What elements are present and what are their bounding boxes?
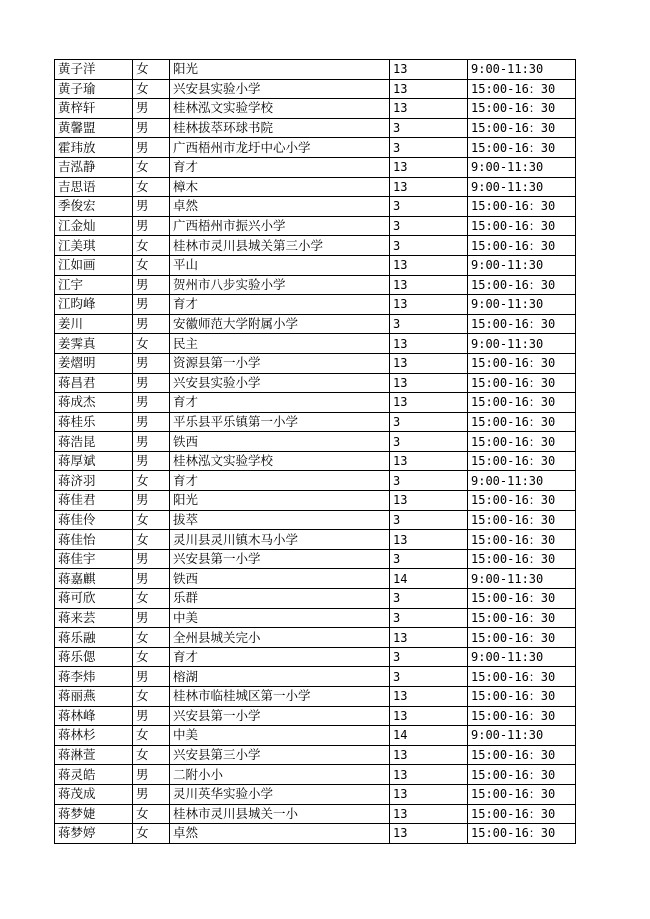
- school-cell: 卓然: [170, 197, 390, 217]
- group-number-cell: 3: [390, 471, 468, 491]
- table-row: [55, 79, 576, 99]
- school-cell: 桂林市灵川县城关一小: [170, 804, 390, 824]
- gender-cell: 男: [133, 295, 170, 315]
- table-row: [55, 726, 576, 746]
- time-slot-cell: 9:00-11:30: [468, 295, 576, 315]
- time-slot-cell: 9:00-11:30: [468, 569, 576, 589]
- school-cell: 桂林市临桂城区第一小学: [170, 687, 390, 707]
- group-number-cell: 13: [390, 530, 468, 550]
- group-number-cell: 3: [390, 432, 468, 452]
- table-row: [55, 824, 576, 844]
- gender-cell: 男: [133, 667, 170, 687]
- gender-cell: 男: [133, 608, 170, 628]
- time-slot-cell: 9:00-11:30: [468, 177, 576, 197]
- gender-cell: 女: [133, 628, 170, 648]
- table-row: [55, 432, 576, 452]
- student-name-cell: 江美琪: [55, 236, 133, 256]
- table-row: [55, 99, 576, 119]
- school-cell: 兴安县第三小学: [170, 745, 390, 765]
- school-cell: 铁西: [170, 432, 390, 452]
- school-cell: 兴安县第一小学: [170, 706, 390, 726]
- group-number-cell: 13: [390, 255, 468, 275]
- student-name-cell: 蒋昌君: [55, 373, 133, 393]
- student-name-cell: 吉思语: [55, 177, 133, 197]
- gender-cell: 女: [133, 726, 170, 746]
- school-cell: 桂林市灵川县城关第三小学: [170, 236, 390, 256]
- school-cell: 桂林泓文实验学校: [170, 99, 390, 119]
- table-row: [55, 353, 576, 373]
- gender-cell: 男: [133, 451, 170, 471]
- student-name-cell: 蒋淋萱: [55, 745, 133, 765]
- gender-cell: 女: [133, 510, 170, 530]
- group-number-cell: 13: [390, 157, 468, 177]
- student-name-cell: 蒋佳伶: [55, 510, 133, 530]
- time-slot-cell: 15:00-16：30: [468, 667, 576, 687]
- time-slot-cell: 15:00-16：30: [468, 589, 576, 609]
- time-slot-cell: 15:00-16：30: [468, 765, 576, 785]
- table-row: [55, 451, 576, 471]
- table-row: [55, 765, 576, 785]
- group-number-cell: 13: [390, 804, 468, 824]
- gender-cell: 女: [133, 236, 170, 256]
- school-cell: 阳光: [170, 491, 390, 511]
- table-row: [55, 177, 576, 197]
- group-number-cell: 3: [390, 138, 468, 158]
- group-number-cell: 13: [390, 451, 468, 471]
- group-number-cell: 13: [390, 60, 468, 80]
- group-number-cell: 13: [390, 824, 468, 844]
- school-cell: 育才: [170, 393, 390, 413]
- table-row: [55, 216, 576, 236]
- group-number-cell: 13: [390, 765, 468, 785]
- student-name-cell: 蒋林杉: [55, 726, 133, 746]
- gender-cell: 女: [133, 177, 170, 197]
- student-name-cell: 蒋桂乐: [55, 412, 133, 432]
- student-name-cell: 霍玮放: [55, 138, 133, 158]
- time-slot-cell: 15:00-16：30: [468, 706, 576, 726]
- student-name-cell: 江金灿: [55, 216, 133, 236]
- table-row: [55, 236, 576, 256]
- gender-cell: 男: [133, 569, 170, 589]
- time-slot-cell: 15:00-16：30: [468, 491, 576, 511]
- school-cell: 阳光: [170, 60, 390, 80]
- table-row: [55, 255, 576, 275]
- group-number-cell: 13: [390, 353, 468, 373]
- group-number-cell: 3: [390, 236, 468, 256]
- table-row: [55, 647, 576, 667]
- gender-cell: 女: [133, 687, 170, 707]
- table-row: [55, 295, 576, 315]
- student-name-cell: 蒋佳怡: [55, 530, 133, 550]
- student-name-cell: 江宇: [55, 275, 133, 295]
- student-name-cell: 季俊宏: [55, 197, 133, 217]
- group-number-cell: 3: [390, 667, 468, 687]
- student-name-cell: 姜霁真: [55, 334, 133, 354]
- table-row: [55, 745, 576, 765]
- time-slot-cell: 9:00-11:30: [468, 157, 576, 177]
- school-cell: 资源县第一小学: [170, 353, 390, 373]
- time-slot-cell: 9:00-11:30: [468, 726, 576, 746]
- group-number-cell: 3: [390, 510, 468, 530]
- time-slot-cell: 15:00-16：30: [468, 99, 576, 119]
- school-cell: 中美: [170, 726, 390, 746]
- school-cell: 灵川县灵川镇木马小学: [170, 530, 390, 550]
- time-slot-cell: 15:00-16：30: [468, 530, 576, 550]
- gender-cell: 女: [133, 79, 170, 99]
- student-name-cell: 蒋灵皓: [55, 765, 133, 785]
- time-slot-cell: 15:00-16：30: [468, 118, 576, 138]
- table-row: [55, 275, 576, 295]
- student-name-cell: 蒋梦婕: [55, 804, 133, 824]
- time-slot-cell: 9:00-11:30: [468, 255, 576, 275]
- gender-cell: 男: [133, 706, 170, 726]
- group-number-cell: 3: [390, 216, 468, 236]
- school-cell: 灵川英华实验小学: [170, 784, 390, 804]
- time-slot-cell: 15:00-16：30: [468, 236, 576, 256]
- gender-cell: 男: [133, 491, 170, 511]
- school-cell: 广西梧州市龙圩中心小学: [170, 138, 390, 158]
- table-row: [55, 373, 576, 393]
- school-cell: 榕湖: [170, 667, 390, 687]
- table-row: [55, 157, 576, 177]
- time-slot-cell: 15:00-16：30: [468, 138, 576, 158]
- time-slot-cell: 15:00-16：30: [468, 608, 576, 628]
- student-name-cell: 黄子瑜: [55, 79, 133, 99]
- student-name-cell: 江如画: [55, 255, 133, 275]
- gender-cell: 女: [133, 255, 170, 275]
- table-row: [55, 589, 576, 609]
- time-slot-cell: 15:00-16：30: [468, 745, 576, 765]
- school-cell: 兴安县实验小学: [170, 79, 390, 99]
- table-row: [55, 118, 576, 138]
- table-row: [55, 334, 576, 354]
- gender-cell: 女: [133, 824, 170, 844]
- group-number-cell: 13: [390, 99, 468, 119]
- table-row: [55, 804, 576, 824]
- school-cell: 平山: [170, 255, 390, 275]
- gender-cell: 男: [133, 99, 170, 119]
- group-number-cell: 3: [390, 118, 468, 138]
- group-number-cell: 14: [390, 726, 468, 746]
- table-row: [55, 706, 576, 726]
- gender-cell: 男: [133, 412, 170, 432]
- group-number-cell: 13: [390, 334, 468, 354]
- time-slot-cell: 15:00-16：30: [468, 628, 576, 648]
- school-cell: 贺州市八步实验小学: [170, 275, 390, 295]
- gender-cell: 男: [133, 353, 170, 373]
- time-slot-cell: 15:00-16：30: [468, 79, 576, 99]
- gender-cell: 男: [133, 138, 170, 158]
- table-row: [55, 667, 576, 687]
- student-name-cell: 蒋乐融: [55, 628, 133, 648]
- group-number-cell: 13: [390, 745, 468, 765]
- group-number-cell: 13: [390, 79, 468, 99]
- gender-cell: 男: [133, 314, 170, 334]
- table-row: [55, 784, 576, 804]
- student-name-cell: 蒋可欣: [55, 589, 133, 609]
- table-row: [55, 628, 576, 648]
- group-number-cell: 3: [390, 412, 468, 432]
- time-slot-cell: 15:00-16：30: [468, 687, 576, 707]
- time-slot-cell: 15:00-16：30: [468, 451, 576, 471]
- time-slot-cell: 15:00-16：30: [468, 314, 576, 334]
- table-row: [55, 412, 576, 432]
- time-slot-cell: 15:00-16：30: [468, 432, 576, 452]
- school-cell: 育才: [170, 157, 390, 177]
- student-name-cell: 蒋浩昆: [55, 432, 133, 452]
- group-number-cell: 13: [390, 687, 468, 707]
- student-name-cell: 蒋梦婷: [55, 824, 133, 844]
- time-slot-cell: 15:00-16：30: [468, 549, 576, 569]
- school-cell: 拔萃: [170, 510, 390, 530]
- school-cell: 育才: [170, 647, 390, 667]
- gender-cell: 男: [133, 393, 170, 413]
- time-slot-cell: 9:00-11:30: [468, 471, 576, 491]
- group-number-cell: 13: [390, 706, 468, 726]
- group-number-cell: 13: [390, 373, 468, 393]
- student-roster-table: [54, 59, 576, 844]
- group-number-cell: 13: [390, 295, 468, 315]
- group-number-cell: 13: [390, 784, 468, 804]
- student-name-cell: 蒋乐偲: [55, 647, 133, 667]
- group-number-cell: 14: [390, 569, 468, 589]
- student-name-cell: 黄子洋: [55, 60, 133, 80]
- table-row: [55, 60, 576, 80]
- school-cell: 中美: [170, 608, 390, 628]
- group-number-cell: 3: [390, 549, 468, 569]
- gender-cell: 女: [133, 334, 170, 354]
- gender-cell: 男: [133, 432, 170, 452]
- student-name-cell: 姜熠明: [55, 353, 133, 373]
- time-slot-cell: 9:00-11:30: [468, 334, 576, 354]
- gender-cell: 女: [133, 804, 170, 824]
- gender-cell: 男: [133, 197, 170, 217]
- school-cell: 全州县城关完小: [170, 628, 390, 648]
- student-name-cell: 江昀峰: [55, 295, 133, 315]
- school-cell: 广西梧州市振兴小学: [170, 216, 390, 236]
- school-cell: 平乐县平乐镇第一小学: [170, 412, 390, 432]
- student-name-cell: 蒋来芸: [55, 608, 133, 628]
- student-name-cell: 姜川: [55, 314, 133, 334]
- time-slot-cell: 15:00-16：30: [468, 275, 576, 295]
- group-number-cell: 3: [390, 197, 468, 217]
- school-cell: 樟木: [170, 177, 390, 197]
- school-cell: 民主: [170, 334, 390, 354]
- group-number-cell: 3: [390, 589, 468, 609]
- time-slot-cell: 15:00-16：30: [468, 393, 576, 413]
- gender-cell: 男: [133, 765, 170, 785]
- school-cell: 兴安县第一小学: [170, 549, 390, 569]
- time-slot-cell: 15:00-16：30: [468, 197, 576, 217]
- school-cell: 安徽师范大学附属小学: [170, 314, 390, 334]
- student-name-cell: 吉泓静: [55, 157, 133, 177]
- school-cell: 育才: [170, 471, 390, 491]
- school-cell: 铁西: [170, 569, 390, 589]
- gender-cell: 女: [133, 157, 170, 177]
- roster-body: [55, 60, 576, 844]
- group-number-cell: 13: [390, 491, 468, 511]
- gender-cell: 男: [133, 784, 170, 804]
- group-number-cell: 13: [390, 628, 468, 648]
- group-number-cell: 3: [390, 647, 468, 667]
- time-slot-cell: 15:00-16：30: [468, 412, 576, 432]
- time-slot-cell: 15:00-16：30: [468, 216, 576, 236]
- school-cell: 乐群: [170, 589, 390, 609]
- time-slot-cell: 15:00-16：30: [468, 804, 576, 824]
- group-number-cell: 3: [390, 608, 468, 628]
- table-row: [55, 393, 576, 413]
- student-name-cell: 蒋成杰: [55, 393, 133, 413]
- school-cell: 育才: [170, 295, 390, 315]
- time-slot-cell: 9:00-11:30: [468, 647, 576, 667]
- student-name-cell: 蒋林峰: [55, 706, 133, 726]
- student-name-cell: 蒋李炜: [55, 667, 133, 687]
- table-row: [55, 138, 576, 158]
- gender-cell: 女: [133, 60, 170, 80]
- table-row: [55, 569, 576, 589]
- table-row: [55, 471, 576, 491]
- student-name-cell: 黄馨盟: [55, 118, 133, 138]
- time-slot-cell: 9:00-11:30: [468, 60, 576, 80]
- gender-cell: 男: [133, 216, 170, 236]
- school-cell: 桂林泓文实验学校: [170, 451, 390, 471]
- table-row: [55, 687, 576, 707]
- student-name-cell: 蒋济羽: [55, 471, 133, 491]
- school-cell: 二附小小: [170, 765, 390, 785]
- time-slot-cell: 15:00-16：30: [468, 784, 576, 804]
- table-row: [55, 197, 576, 217]
- table-row: [55, 549, 576, 569]
- time-slot-cell: 15:00-16：30: [468, 373, 576, 393]
- student-name-cell: 蒋佳君: [55, 491, 133, 511]
- time-slot-cell: 15:00-16：30: [468, 510, 576, 530]
- group-number-cell: 13: [390, 275, 468, 295]
- gender-cell: 女: [133, 647, 170, 667]
- gender-cell: 女: [133, 530, 170, 550]
- student-name-cell: 蒋茂成: [55, 784, 133, 804]
- table-row: [55, 314, 576, 334]
- gender-cell: 女: [133, 471, 170, 491]
- time-slot-cell: 15:00-16：30: [468, 824, 576, 844]
- group-number-cell: 13: [390, 177, 468, 197]
- group-number-cell: 3: [390, 314, 468, 334]
- gender-cell: 女: [133, 745, 170, 765]
- school-cell: 兴安县实验小学: [170, 373, 390, 393]
- school-cell: 桂林拔萃环球书院: [170, 118, 390, 138]
- gender-cell: 男: [133, 275, 170, 295]
- table-row: [55, 530, 576, 550]
- gender-cell: 男: [133, 373, 170, 393]
- student-name-cell: 黄梓轩: [55, 99, 133, 119]
- gender-cell: 女: [133, 589, 170, 609]
- student-name-cell: 蒋嘉麒: [55, 569, 133, 589]
- student-name-cell: 蒋厚斌: [55, 451, 133, 471]
- student-name-cell: 蒋佳宇: [55, 549, 133, 569]
- table-row: [55, 510, 576, 530]
- school-cell: 卓然: [170, 824, 390, 844]
- table-row: [55, 491, 576, 511]
- group-number-cell: 13: [390, 393, 468, 413]
- time-slot-cell: 15:00-16：30: [468, 353, 576, 373]
- student-name-cell: 蒋丽燕: [55, 687, 133, 707]
- table-row: [55, 608, 576, 628]
- gender-cell: 男: [133, 549, 170, 569]
- gender-cell: 男: [133, 118, 170, 138]
